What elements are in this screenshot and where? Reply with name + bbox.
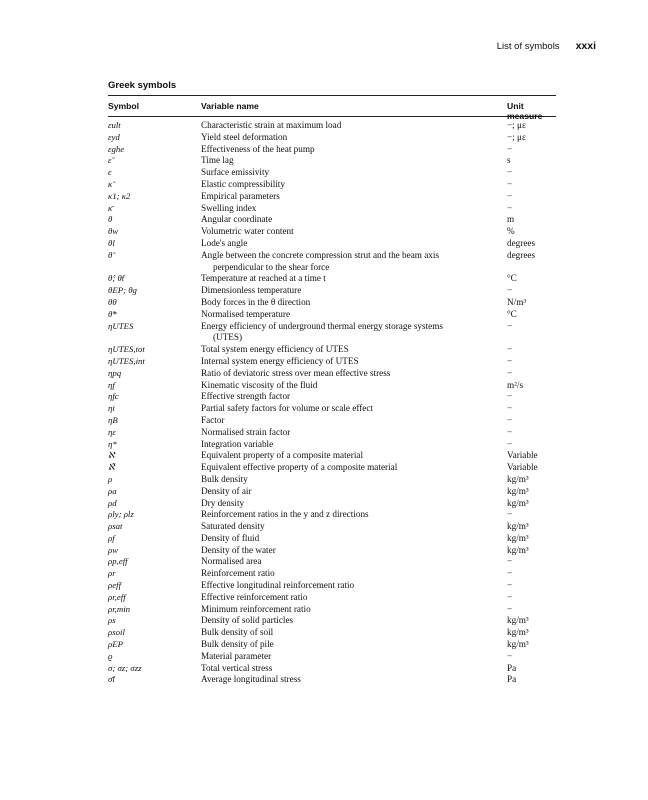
variable-name: Saturated density	[201, 521, 265, 532]
variable-name-cell	[201, 674, 473, 686]
symbol-cell: ηUTES,tot	[108, 344, 145, 355]
symbol-cell: εghe	[108, 143, 125, 154]
unit-cell: −	[507, 603, 513, 614]
unit-cell: kg/m³	[507, 473, 529, 484]
symbol-cell: ηf	[108, 379, 115, 390]
symbol-cell: εyd	[108, 131, 120, 142]
table-row	[108, 627, 556, 639]
variable-name: Normalised area	[201, 556, 262, 567]
unit-cell: kg/m³	[507, 521, 529, 532]
variable-name-cell	[201, 615, 473, 627]
variable-name: Dimensionless temperature	[201, 285, 302, 296]
symbol-cell: ηpq	[108, 367, 122, 378]
variable-name-cell	[201, 179, 473, 191]
variable-name: Empirical parameters	[201, 190, 280, 201]
table-row	[108, 651, 556, 663]
unit-cell: −	[507, 355, 513, 366]
unit-cell: −	[507, 143, 513, 154]
unit-cell: −	[507, 344, 513, 355]
table-row	[108, 592, 556, 604]
symbol-cell: θw	[108, 226, 119, 237]
unit-cell: −; με	[507, 131, 526, 142]
symbol-cell: ℵ	[108, 450, 115, 461]
unit-cell: −	[507, 167, 513, 178]
symbol-cell: ρ	[108, 473, 113, 484]
variable-name-cell	[201, 120, 473, 132]
symbol-cell: θ̃	[108, 249, 113, 260]
symbol-cell: ρeff	[108, 580, 122, 591]
table-row	[108, 462, 556, 474]
symbol-cell: σ̄l	[108, 674, 115, 685]
unit-cell: Pa	[507, 674, 517, 685]
variable-name: Yield steel deformation	[201, 131, 288, 142]
table-row	[108, 615, 556, 627]
unit-cell: Variable	[507, 462, 538, 473]
variable-name-cell	[201, 285, 473, 297]
symbol-cell: ρf	[108, 532, 115, 543]
variable-name-cell	[201, 250, 473, 274]
unit-cell: −	[507, 591, 513, 602]
symbol-cell: ε̃	[108, 155, 112, 166]
table-row	[108, 155, 556, 167]
column-header-unit: Unit measure	[507, 101, 543, 121]
variable-name: Total vertical stress	[201, 662, 273, 673]
symbol-cell: η*	[108, 438, 117, 449]
variable-name: Body forces in the θ direction	[201, 296, 311, 307]
table-row	[108, 415, 556, 427]
variable-name-cell	[201, 627, 473, 639]
unit-cell: kg/m³	[507, 615, 529, 626]
variable-name: Effective reinforcement ratio	[201, 591, 308, 602]
unit-cell: N/m³	[507, 296, 527, 307]
table-row	[108, 120, 556, 132]
symbol-cell: ϵ	[108, 167, 112, 178]
variable-name: Effective longitudinal reinforcement ratio	[201, 580, 355, 591]
variable-name: Total system energy efficiency of UTES	[201, 344, 349, 355]
variable-name-cell	[201, 203, 473, 215]
unit-cell: −	[507, 190, 513, 201]
variable-name: Effectiveness of the heat pump	[201, 143, 315, 154]
symbol-cell: ηi	[108, 403, 115, 414]
variable-name: Ratio of deviatoric stress over mean effective stress	[201, 367, 391, 378]
variable-name: Partial safety factors for volume or scale effect	[201, 403, 374, 414]
variable-name-cell	[201, 651, 473, 663]
unit-cell: −	[507, 320, 513, 331]
symbol-cell: θθ	[108, 296, 117, 307]
variable-name-cell	[201, 533, 473, 545]
symbol-cell: ρa	[108, 485, 117, 496]
variable-name-cell	[201, 356, 473, 368]
symbol-cell: ηε	[108, 426, 116, 437]
symbol-cell: ρEP	[108, 639, 123, 650]
unit-cell: −	[507, 556, 513, 567]
unit-cell: kg/m³	[507, 627, 529, 638]
variable-name-continuation: perpendicular to the shear force	[213, 261, 330, 272]
unit-cell: °C	[507, 273, 517, 284]
table-row	[108, 380, 556, 392]
variable-name: Normalised temperature	[201, 308, 291, 319]
symbol-cell: θ	[108, 214, 113, 225]
variable-name: Surface emissivity	[201, 167, 270, 178]
table-row	[108, 368, 556, 380]
variable-name: Density of solid particles	[201, 615, 294, 626]
variable-name: Temperature at reached at a time t	[201, 273, 326, 284]
symbol-cell: ρly; ρlz	[108, 509, 134, 520]
table-row	[108, 427, 556, 439]
table-row	[108, 509, 556, 521]
unit-cell: kg/m³	[507, 485, 529, 496]
variable-name: Internal system energy efficiency of UTES	[201, 355, 359, 366]
table-row	[108, 191, 556, 203]
symbol-cell: ρsat	[108, 521, 123, 532]
symbol-cell: ηfc	[108, 391, 119, 402]
table-row	[108, 297, 556, 309]
variable-name-cell	[201, 663, 473, 675]
symbol-cell: ρs	[108, 615, 116, 626]
unit-cell: m²/s	[507, 379, 524, 390]
table-row	[108, 391, 556, 403]
variable-name-cell	[201, 191, 473, 203]
variable-name: Minimum reinforcement ratio	[201, 603, 311, 614]
table-row	[108, 273, 556, 285]
variable-name-cell	[201, 415, 473, 427]
running-title: List of symbols	[496, 41, 560, 52]
table-row	[108, 533, 556, 545]
table-row	[108, 663, 556, 675]
variable-name: Kinematic viscosity of the fluid	[201, 379, 318, 390]
variable-name: Average longitudinal stress	[201, 674, 301, 685]
table-row	[108, 226, 556, 238]
table-row	[108, 556, 556, 568]
unit-cell: −; με	[507, 120, 526, 130]
table-row	[108, 238, 556, 250]
variable-name-cell	[201, 545, 473, 557]
table-row	[108, 179, 556, 191]
variable-name-cell	[201, 226, 473, 238]
variable-name: Density of the water	[201, 544, 276, 555]
variable-name: Time lag	[201, 155, 234, 166]
page-number: xxxi	[575, 40, 596, 52]
variable-name: Density of air	[201, 485, 252, 496]
unit-cell: degrees	[507, 237, 536, 248]
unit-cell: kg/m³	[507, 497, 529, 508]
table-row	[108, 604, 556, 616]
table-row	[108, 250, 556, 274]
unit-cell: −	[507, 367, 513, 378]
variable-name-cell	[201, 427, 473, 439]
variable-name-cell	[201, 462, 473, 474]
symbol-cell: ηUTES,int	[108, 355, 145, 366]
unit-cell: s	[507, 155, 511, 166]
table-row	[108, 498, 556, 510]
variable-name: Equivalent effective property of a composite material	[201, 462, 398, 473]
symbol-cell: κ̃	[108, 178, 113, 189]
variable-name-cell	[201, 474, 473, 486]
variable-name-cell	[201, 297, 473, 309]
unit-cell: −	[507, 580, 513, 591]
variable-name-cell	[201, 580, 473, 592]
variable-name: Bulk density	[201, 473, 248, 484]
variable-name: Bulk density of pile	[201, 639, 274, 650]
variable-name: Integration variable	[201, 438, 274, 449]
symbol-table	[108, 120, 556, 686]
symbol-cell: ρsoil	[108, 627, 125, 638]
variable-name: Reinforcement ratios in the y and z directions	[201, 509, 369, 520]
symbol-cell: θ̂; θ̂t	[108, 273, 125, 284]
variable-name-continuation: (UTES)	[213, 332, 243, 343]
variable-name: Elastic compressibility	[201, 178, 285, 189]
variable-name-cell	[201, 344, 473, 356]
variable-name-cell	[201, 155, 473, 167]
variable-name: Volumetric water content	[201, 226, 294, 237]
unit-cell: °C	[507, 308, 517, 319]
unit-cell: %	[507, 226, 515, 237]
unit-cell: degrees	[507, 249, 536, 260]
unit-cell: −	[507, 391, 513, 402]
variable-name-cell	[201, 604, 473, 616]
variable-name-cell	[201, 556, 473, 568]
variable-name-cell	[201, 167, 473, 179]
variable-name-cell	[201, 273, 473, 285]
running-header	[497, 40, 596, 54]
symbol-cell: θ̃*	[108, 308, 117, 319]
variable-name: Angle between the concrete compression strut and the beam axis	[201, 249, 440, 260]
variable-name-cell	[201, 568, 473, 580]
unit-cell: −	[507, 285, 513, 296]
table-row	[108, 439, 556, 451]
variable-name: Factor	[201, 414, 225, 425]
symbol-cell: ηB	[108, 414, 118, 425]
variable-name: Energy efficiency of underground thermal energy storage systems	[201, 320, 443, 331]
table-row	[108, 403, 556, 415]
variable-name: Angular coordinate	[201, 214, 273, 225]
variable-name-cell	[201, 380, 473, 392]
table-row	[108, 486, 556, 498]
unit-cell: −	[507, 509, 513, 520]
variable-name-cell	[201, 309, 473, 321]
symbol-cell: κ̄	[108, 202, 113, 213]
symbol-cell: ϱ	[108, 650, 113, 661]
symbol-cell: θl	[108, 237, 115, 248]
unit-cell: −	[507, 403, 513, 414]
unit-cell: kg/m³	[507, 544, 529, 555]
table-row	[108, 545, 556, 557]
variable-name: Bulk density of soil	[201, 627, 274, 638]
variable-name-cell	[201, 368, 473, 380]
variable-name-cell	[201, 403, 473, 415]
symbol-cell: σ; σz; σzz	[108, 662, 142, 673]
symbol-cell: ρr,min	[108, 603, 131, 614]
table-row	[108, 450, 556, 462]
table-row	[108, 344, 556, 356]
table-header	[108, 95, 556, 121]
unit-cell: kg/m³	[507, 639, 529, 650]
table-row	[108, 309, 556, 321]
table-row	[108, 214, 556, 226]
variable-name: Equivalent property of a composite material	[201, 450, 364, 461]
table-row	[108, 639, 556, 651]
table-row	[108, 203, 556, 215]
variable-name: Dry density	[201, 497, 245, 508]
table-row	[108, 580, 556, 592]
unit-cell: −	[507, 650, 513, 661]
variable-name: Lode's angle	[201, 237, 248, 248]
symbol-cell: θEP; θg	[108, 285, 137, 296]
symbol-cell: ρr	[108, 568, 116, 579]
unit-cell: −	[507, 568, 513, 579]
unit-cell: m	[507, 214, 515, 225]
unit-cell: −	[507, 426, 513, 437]
column-header-variable: Variable name	[201, 101, 259, 111]
variable-name: Effective strength factor	[201, 391, 291, 402]
variable-name-cell	[201, 391, 473, 403]
variable-name: Characteristic strain at maximum load	[201, 120, 342, 130]
unit-cell: −	[507, 414, 513, 425]
table-row	[108, 568, 556, 580]
unit-cell: Variable	[507, 450, 538, 461]
unit-cell: kg/m³	[507, 532, 529, 543]
table-row	[108, 356, 556, 368]
variable-name-cell	[201, 450, 473, 462]
variable-name-cell	[201, 639, 473, 651]
variable-name-cell	[201, 592, 473, 604]
unit-cell: Pa	[507, 662, 517, 673]
symbol-cell: ℵ̃	[108, 462, 115, 473]
table-row	[108, 474, 556, 486]
symbol-cell: ρd	[108, 497, 117, 508]
table-row	[108, 674, 556, 686]
table-row	[108, 521, 556, 533]
variable-name-cell	[201, 498, 473, 510]
unit-cell: −	[507, 438, 513, 449]
symbol-cell: κ1; κ2	[108, 190, 131, 201]
variable-name-cell	[201, 132, 473, 144]
variable-name-cell	[201, 509, 473, 521]
variable-name: Normalised strain factor	[201, 426, 291, 437]
table-row	[108, 321, 556, 345]
variable-name-cell	[201, 214, 473, 226]
unit-cell: −	[507, 202, 513, 213]
symbol-cell: ρw	[108, 544, 119, 555]
unit-cell: −	[507, 178, 513, 189]
section-title: Greek symbols	[108, 80, 177, 91]
variable-name-cell	[201, 321, 473, 345]
variable-name-cell	[201, 144, 473, 156]
symbol-cell: ρr,eff	[108, 591, 126, 602]
variable-name-cell	[201, 521, 473, 533]
table-row	[108, 144, 556, 156]
variable-name-cell	[201, 439, 473, 451]
symbol-cell: ηUTES	[108, 320, 134, 331]
variable-name: Reinforcement ratio	[201, 568, 275, 579]
column-header-symbol: Symbol	[108, 101, 140, 111]
variable-name: Material parameter	[201, 650, 272, 661]
variable-name-cell	[201, 486, 473, 498]
variable-name-cell	[201, 238, 473, 250]
variable-name: Swelling index	[201, 202, 257, 213]
symbol-cell: εult	[108, 120, 121, 130]
variable-name: Density of fluid	[201, 532, 260, 543]
table-row	[108, 167, 556, 179]
table-row	[108, 285, 556, 297]
symbol-cell: ρp,eff	[108, 556, 128, 567]
table-row	[108, 132, 556, 144]
